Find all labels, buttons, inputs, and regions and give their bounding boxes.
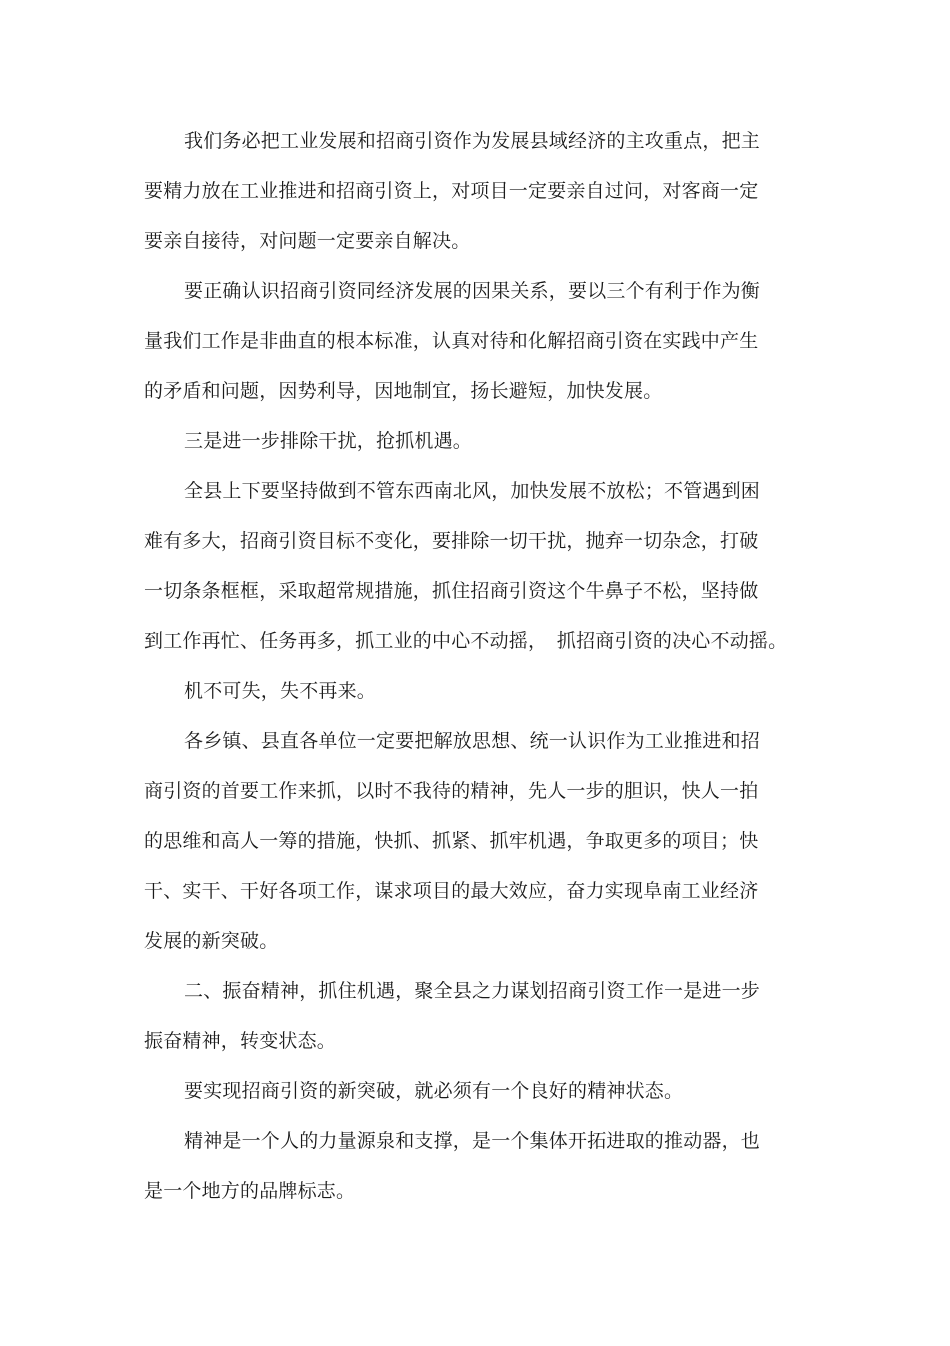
text-line: 的矛盾和问题，因势利导，因地制宜，扬长避短，加快发展。 [144,380,663,402]
text-line: 各乡镇、县直各单位一定要把解放思想、统一认识作为工业推进和招 [184,730,761,752]
text-line: 全县上下要坚持做到不管东西南北风，加快发展不放松；不管遇到困 [184,480,761,502]
text-line: 的思维和高人一筹的措施，快抓、抓紧、抓牢机遇，争取更多的项目；快 [144,830,759,852]
text-line: 精神是一个人的力量源泉和支撑，是一个集体开拓进取的推动器，也 [184,1130,761,1152]
text-line: 振奋精神，转变状态。 [144,1030,337,1052]
text-line: 要精力放在工业推进和招商引资上，对项目一定要亲自过问，对客商一定 [144,180,759,202]
text-line: 量我们工作是非曲直的根本标准，认真对待和化解招商引资在实践中产生 [144,330,759,352]
text-line: 三是进一步排除干扰，抢抓机遇。 [184,430,473,452]
text-line: 到工作再忙、任务再多，抓工业的中心不动摇， 抓招商引资的决心不动摇。 [144,630,788,652]
text-line: 商引资的首要工作来抓，以时不我待的精神，先人一步的胆识，快人一拍 [144,780,759,802]
text-line: 机不可失，失不再来。 [184,680,377,702]
text-line: 要亲自接待，对问题一定要亲自解决。 [144,230,471,252]
text-line: 一切条条框框，采取超常规措施，抓住招商引资这个牛鼻子不松，坚持做 [144,580,759,602]
text-line: 难有多大，招商引资目标不变化，要排除一切干扰，抛弃一切杂念，打破 [144,530,759,552]
text-line: 发展的新突破。 [144,930,279,952]
text-line: 我们务必把工业发展和招商引资作为发展县域经济的主攻重点，把主 [184,130,761,152]
text-line: 干、实干、干好各项工作，谋求项目的最大效应，奋力实现阜南工业经济 [144,880,759,902]
text-line: 要正确认识招商引资同经济发展的因果关系，要以三个有利于作为衡 [184,280,761,302]
text-line: 要实现招商引资的新突破，就必须有一个良好的精神状态。 [184,1080,684,1102]
text-line: 二、振奋精神，抓住机遇，聚全县之力谋划招商引资工作一是进一步 [184,980,761,1002]
text-line: 是一个地方的品牌标志。 [144,1180,356,1202]
